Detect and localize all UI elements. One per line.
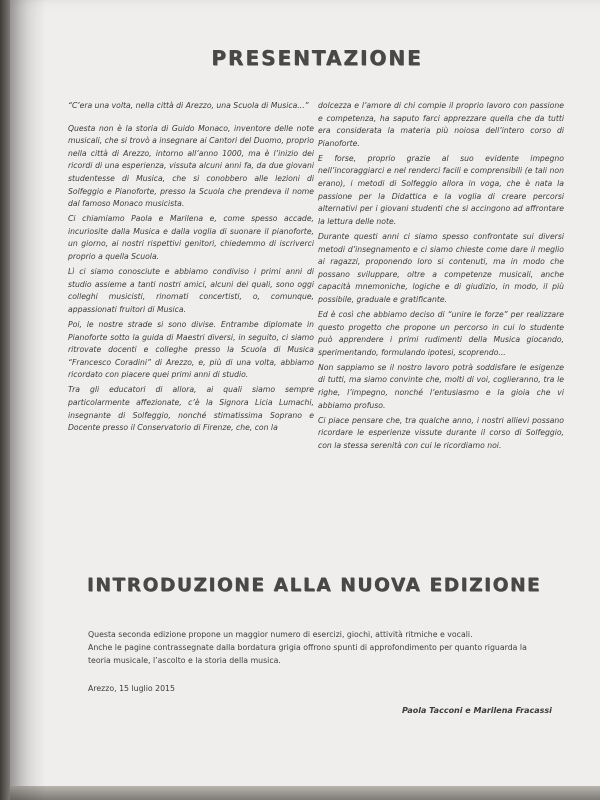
paragraph: Poi, le nostre strade si sono divise. Entrambe diplomate in Pianoforte sotto la guida di Maestri diversi, in seguito, ci siamo ritrovate docenti e colleghe presso la Scuola di Musica “Francesco Coradini” di Arezzo, e, più di una volta, abbiamo ricordato con piacere quei primi anni di studio. (68, 320, 314, 380)
paragraph: Ed è così che abbiamo deciso di “unire le forze” per realizzare questo progetto che propone un percorso in cui lo studente può apprendere i primi rudimenti della Musica giocando, sperimentando, formulando ipotesi, scoprendo... (318, 310, 564, 357)
introduzione-text (88, 628, 548, 667)
paragraph: Non sappiamo se il nostro lavoro potrà soddisfare le esigenze di tutti, ma siamo convinte che, molti di voi, coglieranno, tra le righe, l’impegno, nonché l’entusiasmo e la gioia che vi abbiamo profuso. (318, 362, 564, 410)
right-column (318, 100, 564, 455)
paragraph: E forse, proprio grazie al suo evidente impegno nell’incoraggiarci e nel renderci facili e comprensibili (e tali non erano), i metodi di Solfeggio allora in voga, che è nata la passione per la Didattica e la voglia di creare percorsi alternativi per i giovani studenti che si accingono ad affrontare la lettura delle note. (318, 153, 564, 226)
paragraph: “C’era una volta, nella città di Arezzo, una Scuola di Musica...” (68, 101, 309, 110)
intro-line: Anche le pagine contrassegnate dalla bordatura grigia offrono spunti di approfondimento per quanto riguarda la teoria musicale, l’ascolto e la storia della musica. (88, 643, 527, 665)
paragraph: Ci chiamiamo Paola e Marilena e, come spesso accade, incuriosite dalla Musica e dalla voglia di suonare il pianoforte, un giorno, ai nostri rispettivi genitori, chiedemmo di iscriverci proprio a quella Scuola. (68, 214, 314, 262)
book-page (10, 0, 600, 800)
date-line: Arezzo, 15 luglio 2015 (88, 684, 175, 693)
left-column (68, 100, 314, 437)
presentazione-title: PRESENTAZIONE (211, 46, 423, 70)
authors-signature: Paola Tacconi e Marilena Fracassi (402, 706, 552, 715)
paragraph: Questa non è la storia di Guido Monaco, inventore delle note musicali, che si trovò a insegnare ai Cantori del Duomo, proprio nella città di Arezzo, intorno all’anno 1000, ma è l’inizio dei ricordi di una esperienza, vissuta alcuni anni fa, da due giovani studentesse di Musica, che si conobbero alle lezioni di Solfeggio e Pianoforte, presso la Scuola che prendeva il nome dal famoso Monaco musicista. (68, 123, 314, 209)
paragraph: Ci piace pensare che, tra qualche anno, i nostri allievi possano ricordare le esperienze vissute durante il corso di Solfeggio, con la stessa serenità con cui le ricordiamo noi. (318, 415, 564, 450)
intro-line: Questa seconda edizione propone un maggior numero di esercizi, giochi, attività ritmiche e vocali. (88, 630, 473, 639)
paragraph: Durante questi anni ci siamo spesso confrontate sui diversi metodi d’insegnamento e ci siamo chieste come dare il meglio ai ragazzi, proponendo loro si contenuti, ma in modo che possano sviluppare, oltre a competenze musicali, anche capacità mnemoniche, logiche e di giudizio, in modo, il più possibile, graduale e gratificante. (318, 231, 564, 304)
paragraph: dolcezza e l’amore di chi compie il proprio lavoro con passione e competenza, ha saputo farci apprezzare quella che da tutti era considerata la materia più noiosa dell’intero corso di Pianoforte. (318, 101, 564, 148)
paragraph: Tra gli educatori di allora, ai quali siamo sempre particolarmente affezionate, c’è la Signora Licia Lumachi, insegnante di Solfeggio, nonché stimatissima Soprano e Docente presso il Conservatorio di Firenze, che, con la (68, 385, 314, 433)
page-bottom-edge (10, 786, 600, 800)
paragraph: Lì ci siamo conosciute e abbiamo condiviso i primi anni di studio assieme a tanti nostri amici, alcuni dei quali, sono oggi colleghi musicisti, rinomati concertisti, o, comunque, appassionati fruitori di Musica. (68, 267, 314, 314)
introduzione-title: INTRODUZIONE ALLA NUOVA EDIZIONE (86, 575, 542, 596)
